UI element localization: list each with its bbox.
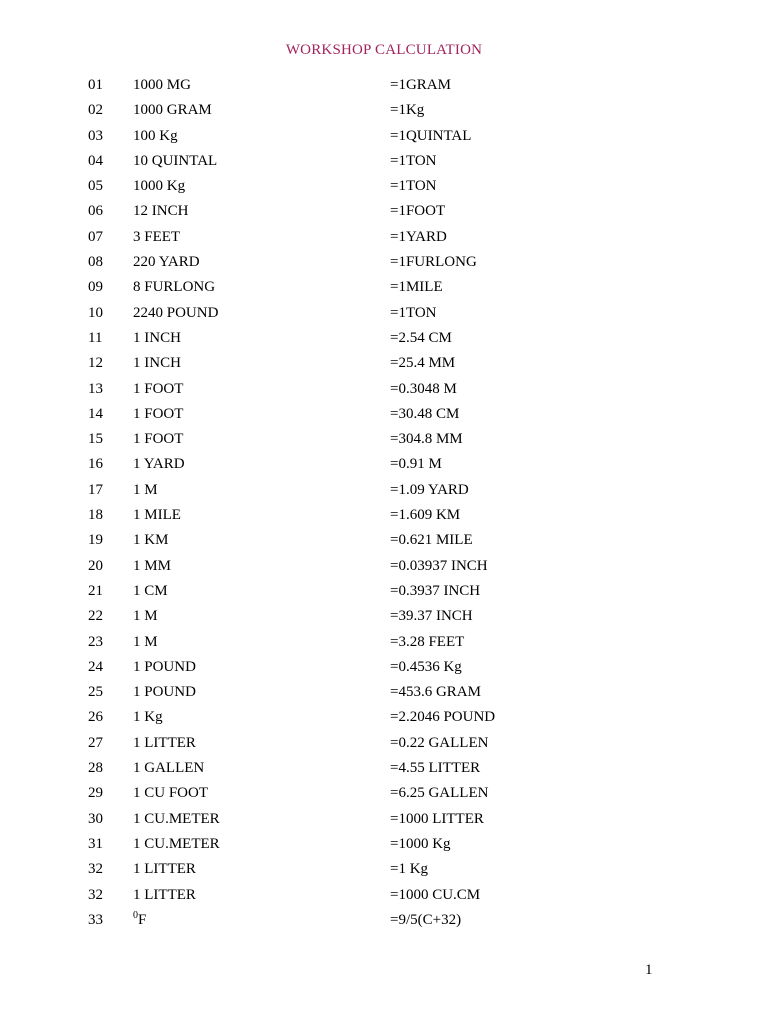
row-equivalent: =1000 CU.CM <box>390 886 481 903</box>
row-quantity: 1 GALLEN <box>133 760 205 777</box>
conversion-table <box>0 75 768 935</box>
table-row <box>0 480 768 505</box>
table-row <box>0 758 768 783</box>
row-equivalent: =304.8 MM <box>390 431 463 448</box>
row-number: 32 <box>88 886 103 903</box>
table-row <box>0 303 768 328</box>
row-number: 27 <box>88 734 103 751</box>
row-equivalent: =1TON <box>390 178 437 195</box>
row-quantity: 10 QUINTAL <box>133 152 218 169</box>
row-equivalent: =0.22 GALLEN <box>390 734 489 751</box>
row-number: 09 <box>88 279 103 296</box>
row-quantity: 1 M <box>133 608 158 625</box>
row-equivalent: =30.48 CM <box>390 405 460 422</box>
row-equivalent: =1MILE <box>390 279 443 296</box>
row-quantity: 1000 MG <box>133 77 191 93</box>
table-row <box>0 429 768 454</box>
row-equivalent: =0.4536 Kg <box>390 658 462 675</box>
row-quantity: 1 FOOT <box>133 431 184 448</box>
table-row <box>0 353 768 378</box>
row-number: 24 <box>88 658 103 675</box>
row-quantity: 100 Kg <box>133 127 178 144</box>
row-equivalent: =4.55 LITTER <box>390 760 481 777</box>
row-quantity: 1 LITTER <box>133 861 196 878</box>
row-quantity: 1 MILE <box>133 507 181 524</box>
row-quantity: 1 M <box>133 633 158 650</box>
table-row <box>0 454 768 479</box>
row-equivalent: =1TON <box>390 152 437 169</box>
row-number: 02 <box>88 102 103 119</box>
row-quantity: 1 CU.METER <box>133 810 220 827</box>
table-row <box>0 859 768 884</box>
row-quantity: 1 INCH <box>133 329 181 346</box>
table-row <box>0 505 768 530</box>
table-row <box>0 707 768 732</box>
table-row <box>0 834 768 859</box>
row-number: 11 <box>88 329 103 346</box>
row-quantity: 12 INCH <box>133 203 189 220</box>
row-equivalent: =1GRAM <box>390 77 451 93</box>
row-equivalent: =1TON <box>390 304 437 321</box>
row-equivalent: =39.37 INCH <box>390 608 473 625</box>
page-number: 1 <box>645 962 653 978</box>
row-number: 12 <box>88 355 103 372</box>
row-quantity-degree <box>133 910 146 930</box>
row-equivalent: =9/5(C+32) <box>390 911 462 928</box>
row-equivalent: =0.91 M <box>390 456 442 473</box>
row-quantity: 1 LITTER <box>133 734 196 751</box>
table-row <box>0 530 768 555</box>
row-number: 23 <box>88 633 103 650</box>
row-number: 19 <box>88 532 103 549</box>
row-equivalent: =1.609 KM <box>390 507 461 524</box>
row-equivalent: =453.6 GRAM <box>390 684 481 701</box>
row-equivalent: =0.621 MILE <box>390 532 473 549</box>
row-number: 30 <box>88 810 103 827</box>
row-quantity: 1 LITTER <box>133 886 196 903</box>
page-title: WORKSHOP CALCULATION <box>285 42 483 58</box>
row-number: 32 <box>88 861 103 878</box>
table-row <box>0 581 768 606</box>
table-row <box>0 657 768 682</box>
row-number: 18 <box>88 507 103 524</box>
row-number: 22 <box>88 608 103 625</box>
row-equivalent: =1QUINTAL <box>390 127 472 144</box>
row-equivalent: =1FOOT <box>390 203 446 220</box>
row-quantity: 220 YARD <box>133 254 200 271</box>
row-number: 33 <box>88 911 103 928</box>
row-quantity: 1 MM <box>133 557 171 574</box>
table-row <box>0 910 768 935</box>
row-number: 01 <box>88 77 103 93</box>
row-number: 15 <box>88 431 103 448</box>
table-row <box>0 328 768 353</box>
table-row <box>0 783 768 808</box>
row-quantity: 8 FURLONG <box>133 279 216 296</box>
row-number: 31 <box>88 835 103 852</box>
row-equivalent: =1FURLONG <box>390 254 477 271</box>
row-number: 21 <box>88 582 103 599</box>
row-quantity: 1 KM <box>133 532 169 549</box>
row-quantity: 1 M <box>133 481 158 498</box>
row-number: 16 <box>88 456 103 473</box>
table-row <box>0 404 768 429</box>
table-row <box>0 632 768 657</box>
table-row <box>0 151 768 176</box>
row-quantity: F <box>138 911 147 928</box>
row-number: 04 <box>88 152 103 169</box>
row-quantity: 1 YARD <box>133 456 185 473</box>
row-number: 08 <box>88 254 103 271</box>
table-row <box>0 733 768 758</box>
table-row <box>0 176 768 201</box>
row-equivalent: =2.54 CM <box>390 329 452 346</box>
row-number: 20 <box>88 557 103 574</box>
row-number: 05 <box>88 178 103 195</box>
table-row <box>0 252 768 277</box>
row-equivalent: =1 Kg <box>390 861 429 878</box>
row-quantity: 1 Kg <box>133 709 163 726</box>
table-row <box>0 379 768 404</box>
row-equivalent: =3.28 FEET <box>390 633 465 650</box>
row-number: 28 <box>88 760 103 777</box>
row-number: 25 <box>88 684 103 701</box>
row-quantity: 1 CU FOOT <box>133 785 209 802</box>
row-number: 10 <box>88 304 103 321</box>
table-row <box>0 556 768 581</box>
row-quantity: 1 POUND <box>133 658 196 675</box>
row-number: 13 <box>88 380 103 397</box>
row-number: 14 <box>88 405 103 422</box>
row-equivalent: =1000 Kg <box>390 835 451 852</box>
table-row <box>0 126 768 151</box>
row-quantity: 1 INCH <box>133 355 181 372</box>
row-equivalent: =0.3048 M <box>390 380 457 397</box>
row-quantity: 1 POUND <box>133 684 196 701</box>
row-equivalent: =1YARD <box>390 228 447 245</box>
row-quantity: 1000 Kg <box>133 178 186 195</box>
table-row <box>0 682 768 707</box>
table-row <box>0 100 768 125</box>
table-row <box>0 227 768 252</box>
row-equivalent: =2.2046 POUND <box>390 709 496 726</box>
table-row <box>0 885 768 910</box>
table-row <box>0 277 768 302</box>
row-quantity: 3 FEET <box>133 228 181 245</box>
row-equivalent: =0.3937 INCH <box>390 582 481 599</box>
degree-superscript: 0 <box>133 909 138 921</box>
row-equivalent: =1000 LITTER <box>390 810 484 827</box>
row-equivalent: =25.4 MM <box>390 355 456 372</box>
row-number: 03 <box>88 127 103 144</box>
row-quantity: 1000 GRAM <box>133 102 212 119</box>
row-number: 17 <box>88 481 103 498</box>
row-number: 07 <box>88 228 103 245</box>
row-number: 06 <box>88 203 103 220</box>
row-number: 26 <box>88 709 103 726</box>
table-row <box>0 809 768 834</box>
row-quantity: 1 CU.METER <box>133 835 220 852</box>
table-row <box>0 75 768 100</box>
row-equivalent: =1Kg <box>390 102 425 119</box>
row-quantity: 2240 POUND <box>133 304 219 321</box>
row-equivalent: =0.03937 INCH <box>390 557 488 574</box>
row-quantity: 1 CM <box>133 582 168 599</box>
row-equivalent: =1.09 YARD <box>390 481 469 498</box>
row-quantity: 1 FOOT <box>133 380 184 397</box>
row-quantity: 1 FOOT <box>133 405 184 422</box>
table-row <box>0 606 768 631</box>
row-number: 29 <box>88 785 103 802</box>
table-row <box>0 201 768 226</box>
row-equivalent: =6.25 GALLEN <box>390 785 489 802</box>
